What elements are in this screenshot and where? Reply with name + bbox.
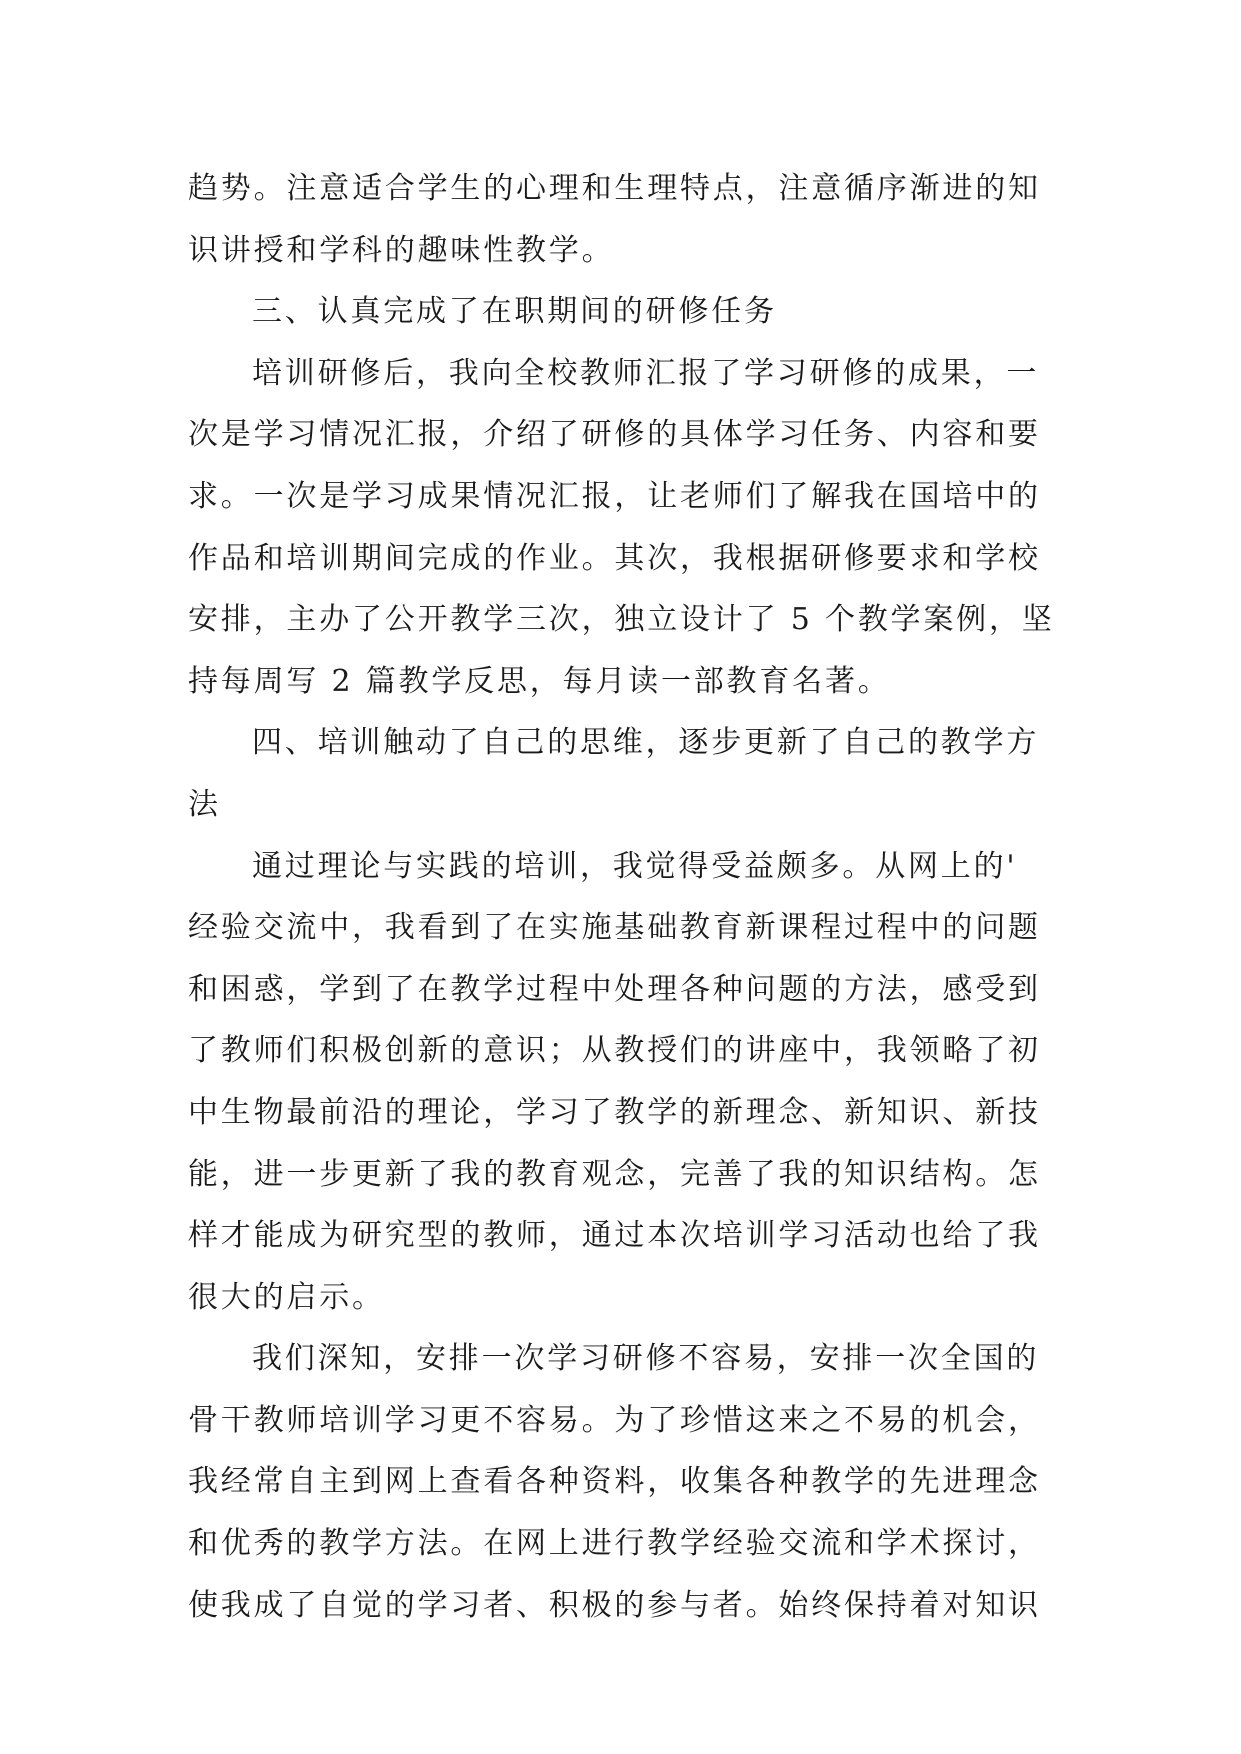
section-heading: 三、认真完成了在职期间的研修任务 xyxy=(252,294,777,330)
body-text xyxy=(188,158,1058,1636)
text-line: 很大的启示。 xyxy=(188,1279,385,1315)
text-line: 经验交流中，我看到了在实施基础教育新课程过程中的问题 xyxy=(188,910,1041,946)
text-line: 使我成了自觉的学习者、积极的参与者。始终保持着对知识 xyxy=(188,1587,1041,1623)
text-line: 骨干教师培训学习更不容易。为了珍惜这来之不易的机会， xyxy=(188,1402,1041,1438)
text-line: 识讲授和学科的趣味性教学。 xyxy=(188,232,615,268)
text-line: 中生物最前沿的理论，学习了教学的新理念、新知识、新技 xyxy=(188,1094,1041,1130)
text-line: 通过理论与实践的培训，我觉得受益颇多。从网上的' xyxy=(252,848,1018,884)
text-line: 了教师们积极创新的意识；从教授们的讲座中，我领略了初 xyxy=(188,1033,1041,1069)
text-line: 持每周写 2 篇教学反思，每月读一部教育名著。 xyxy=(188,663,891,699)
text-line: 求。一次是学习成果情况汇报，让老师们了解我在国培中的 xyxy=(188,478,1041,514)
text-line: 能，进一步更新了我的教育观念，完善了我的知识结构。怎 xyxy=(188,1156,1041,1192)
section-heading: 四、培训触动了自己的思维，逐步更新了自己的教学方 xyxy=(252,725,1040,761)
text-line: 趋势。注意适合学生的心理和生理特点，注意循序渐进的知 xyxy=(188,171,1041,206)
text-line: 作品和培训期间完成的作业。其次，我根据研修要求和学校 xyxy=(188,540,1041,576)
text-line: 我们深知，安排一次学习研修不容易，安排一次全国的 xyxy=(252,1341,1040,1377)
text-line: 安排，主办了公开教学三次，独立设计了 5 个教学案例，坚 xyxy=(188,602,1055,638)
text-line: 和困惑，学到了在教学过程中处理各种问题的方法，感受到 xyxy=(188,971,1041,1007)
text-line: 和优秀的教学方法。在网上进行教学经验交流和学术探讨， xyxy=(188,1526,1041,1562)
text-line: 次是学习情况汇报，介绍了研修的具体学习任务、内容和要 xyxy=(188,417,1041,453)
text-line: 培训研修后，我向全校教师汇报了学习研修的成果，一 xyxy=(252,355,1040,391)
text-line: 样才能成为研究型的教师，通过本次培训学习活动也给了我 xyxy=(188,1218,1041,1254)
text-line: 我经常自主到网上查看各种资料，收集各种教学的先进理念 xyxy=(188,1464,1041,1500)
section-heading-continued: 法 xyxy=(188,786,221,822)
